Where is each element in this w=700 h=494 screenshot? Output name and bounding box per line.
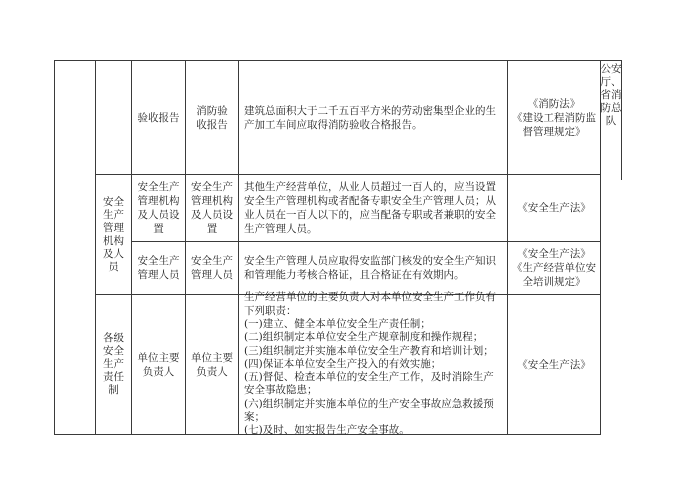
row2-basis: 《安全生产法》 (517, 202, 591, 214)
row1-sub-item: 消防验收报告 (196, 104, 228, 131)
row4-item: 单位主要负责人 (137, 351, 180, 378)
agency-cell (601, 61, 621, 179)
row3-basis: 《安全生产法》 《生产经营单位安全培训规定》 (512, 248, 596, 288)
row4-requirement: 生产经营单位的主要负责人对本单位安全生产工作负有下列职责： (一)建立、健全本单位安全生产责任制； (二)组织制定本单位安全生产规章制度和操作规程； (三)组织制定并实施本单位安全生产教育和培训计划； (四)保证本单位安全生产投入的有效实施； (五)督促、检查本单位的安全生产工作，及时消除生产安全事故隐患； (六)组织制定并实施本单位的生产安全事故应急救援预案； (七)及时、如实报告生产安全事故。 (244, 291, 496, 437)
row1-requirement: 建筑总面积大于二千五百平方米的劳动密集型企业的生产加工车间应取得消防验收合格报告。 (244, 104, 496, 131)
table-border-left (54, 60, 55, 435)
row1-item: 验收报告 (137, 111, 180, 124)
category-safety-org: 安全生产管理机构及人员 (103, 195, 124, 273)
row4-sub-item: 单位主要负责人 (191, 351, 233, 378)
agency-text: 公安厅、省消防总队 (600, 63, 622, 127)
row3-item: 安全生产管理人员 (137, 255, 180, 281)
row2-sub-item: 安全生产管理机构及人员设置 (191, 181, 233, 235)
row4-basis: 《安全生产法》 (517, 358, 591, 371)
row3-requirement: 安全生产管理人员应取得安监部门核发的安全生产知识和管理能力考核合格证，且合格证在有效期内。 (244, 255, 496, 281)
row2-item: 安全生产管理机构及人员设置 (137, 181, 180, 235)
row2-requirement: 其他生产经营单位，从业人员超过一百人的，应当设置安全生产管理机构或者配备专职安全生产管理人员；从业人员在一百人以下的，应当配备专职或者兼职的安全生产管理人员。 (244, 181, 496, 235)
row1-basis: 《消防法》 《建设工程消防监督管理规定》 (512, 97, 596, 138)
row3-sub-item: 安全生产管理人员 (191, 255, 233, 281)
category-responsibility: 各级安全生产责任制 (103, 332, 124, 396)
